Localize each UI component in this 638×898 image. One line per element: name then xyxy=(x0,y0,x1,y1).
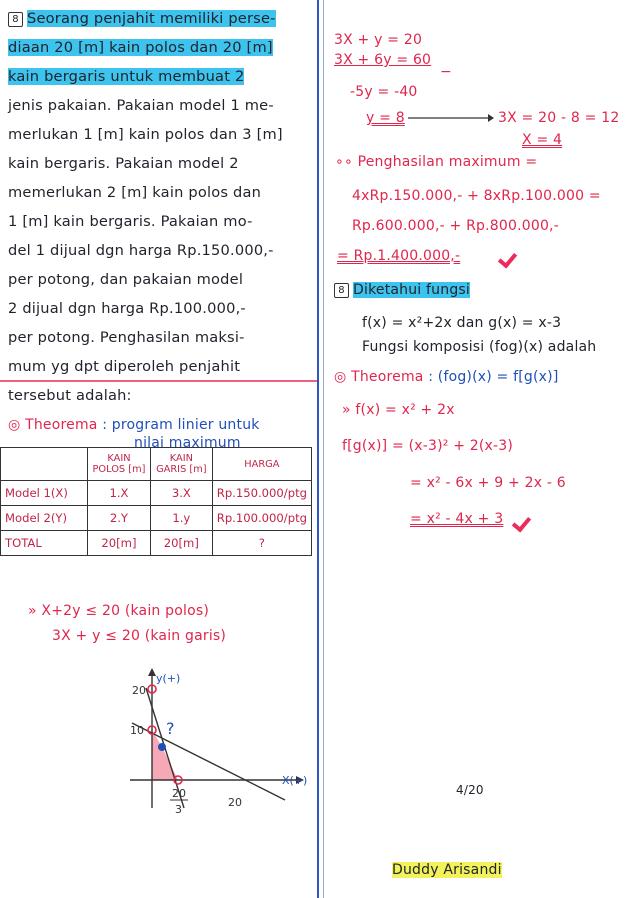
theorem2-bullet-icon: ◎ xyxy=(334,369,347,385)
problem-line-11: 2 dijual dgn harga Rp.100.000,- xyxy=(8,300,246,317)
theorem2-row: ◎ Theorema : (fog)(x) = f[g(x)] xyxy=(334,369,559,385)
theorem-label: Theorema xyxy=(25,417,98,433)
max-line-1: 4xRp.150.000,- + 8xRp.100.000 = xyxy=(352,188,601,204)
theorem-text: : program linier untuk xyxy=(102,417,260,433)
table-row: Model 1(X) 1.X 3.X Rp.150.000/ptg xyxy=(1,481,312,506)
problem-line-9: del 1 dijual dgn harga Rp.150.000,- xyxy=(8,242,274,259)
checkmark-icon xyxy=(500,244,526,264)
theorem-text-2: nilai maximum xyxy=(134,435,241,451)
problem2-title-row: 8 Diketahui fungsi xyxy=(334,282,470,298)
table-row: TOTAL 20[m] 20[m] ? xyxy=(1,531,312,556)
tick-x-20: 20 xyxy=(228,796,242,809)
problem-line-1: 8 Seorang penjahit memiliki perse- xyxy=(8,10,276,27)
max-line-2: Rp.600.000,- + Rp.800.000,- xyxy=(352,218,559,234)
center-divider-line-thin xyxy=(323,0,324,898)
problem2-line-2: Fungsi komposisi (fog)(x) adalah xyxy=(362,339,597,355)
table-header-row: KAIN POLOS [m] KAIN GARIS [m] HARGA xyxy=(1,448,312,481)
problem-line-3: kain bergaris untuk membuat 2 xyxy=(8,68,245,85)
elim-line-2: 3X + 6y = 60 xyxy=(334,52,432,68)
theorem-row xyxy=(8,417,260,433)
sol-line-2: f[g(x)] = (x-3)² + 2(x-3) xyxy=(342,438,514,454)
max-label-row: ∘∘ Penghasilan maximum = xyxy=(335,154,538,170)
y-axis-label: y(+) xyxy=(156,672,181,685)
dots-bullet-icon: ∘∘ xyxy=(335,154,353,170)
problem-line-7: memerlukan 2 [m] kain polos dan xyxy=(8,184,262,201)
red-rule-line xyxy=(0,380,317,382)
problem-line-14: tersebut adalah: xyxy=(8,387,132,404)
implies-arrow-icon xyxy=(408,112,494,124)
tick-x-20-3-numerator: 20 xyxy=(172,787,186,800)
inequality-1: » X+2y ≤ 20 (kain polos) xyxy=(28,603,210,619)
problem-line-6: kain bergaris. Pakaian model 2 xyxy=(8,155,239,172)
elim-line-4: y = 8 xyxy=(366,110,405,126)
feasible-region-graph xyxy=(100,668,315,828)
tick-x-20-3-denominator: 3 xyxy=(175,803,182,816)
intersection-point xyxy=(158,743,166,751)
sol-line-1-row: » f(x) = x² + 2x xyxy=(342,402,455,418)
problem2-line-1: f(x) = x²+2x dan g(x) = x-3 xyxy=(362,315,562,331)
problem-line-5: merlukan 1 [m] kain polos dan 3 [m] xyxy=(8,126,283,143)
problem-number-box: 8 xyxy=(8,12,23,27)
arrow-result: 3X = 20 - 8 = 12 xyxy=(498,110,620,126)
center-divider-line xyxy=(317,0,319,898)
arrow-bullet-icon: » xyxy=(28,603,37,619)
page-number: 4/20 xyxy=(456,783,484,797)
problem-line-13: mum yg dpt diperoleh penjahit xyxy=(8,358,241,375)
y-axis-arrow-icon xyxy=(148,668,156,676)
max-line-3: = Rp.1.400.000,- xyxy=(337,248,461,264)
author-signature: Duddy Arisandi xyxy=(392,862,502,878)
minus-sign: − xyxy=(440,64,452,80)
sol-line-3: = x² - 6x + 9 + 2x - 6 xyxy=(410,475,566,491)
problem2-number-box: 8 xyxy=(334,283,349,298)
problem-line-2: diaan 20 [m] kain polos dan 20 [m] xyxy=(8,39,273,56)
question-mark-label: ? xyxy=(166,719,175,738)
x-result: X = 4 xyxy=(522,132,563,148)
sol-line-4: = x² - 4x + 3 xyxy=(410,511,504,527)
arrow-bullet-icon: » xyxy=(342,402,351,418)
tick-y-10: 10 xyxy=(130,724,144,737)
theorem-bullet-icon: ◎ xyxy=(8,417,21,433)
problem-line-12: per potong. Penghasilan maksi- xyxy=(8,329,245,346)
x-axis-label: X(+) xyxy=(282,774,308,787)
tick-y-20: 20 xyxy=(132,684,146,697)
elim-line-1: 3X + y = 20 xyxy=(334,32,423,48)
problem-line-8: 1 [m] kain bergaris. Pakaian mo- xyxy=(8,213,253,230)
data-table xyxy=(0,447,312,556)
problem-line-4: jenis pakaian. Pakaian model 1 me- xyxy=(8,97,274,114)
table-row: Model 2(Y) 2.Y 1.y Rp.100.000/ptg xyxy=(1,506,312,531)
problem-line-10: per potong, dan pakaian model xyxy=(8,271,244,288)
inequality-2: 3X + y ≤ 20 (kain garis) xyxy=(52,628,227,644)
elim-line-3: -5y = -40 xyxy=(350,84,418,100)
checkmark-icon xyxy=(514,508,540,528)
